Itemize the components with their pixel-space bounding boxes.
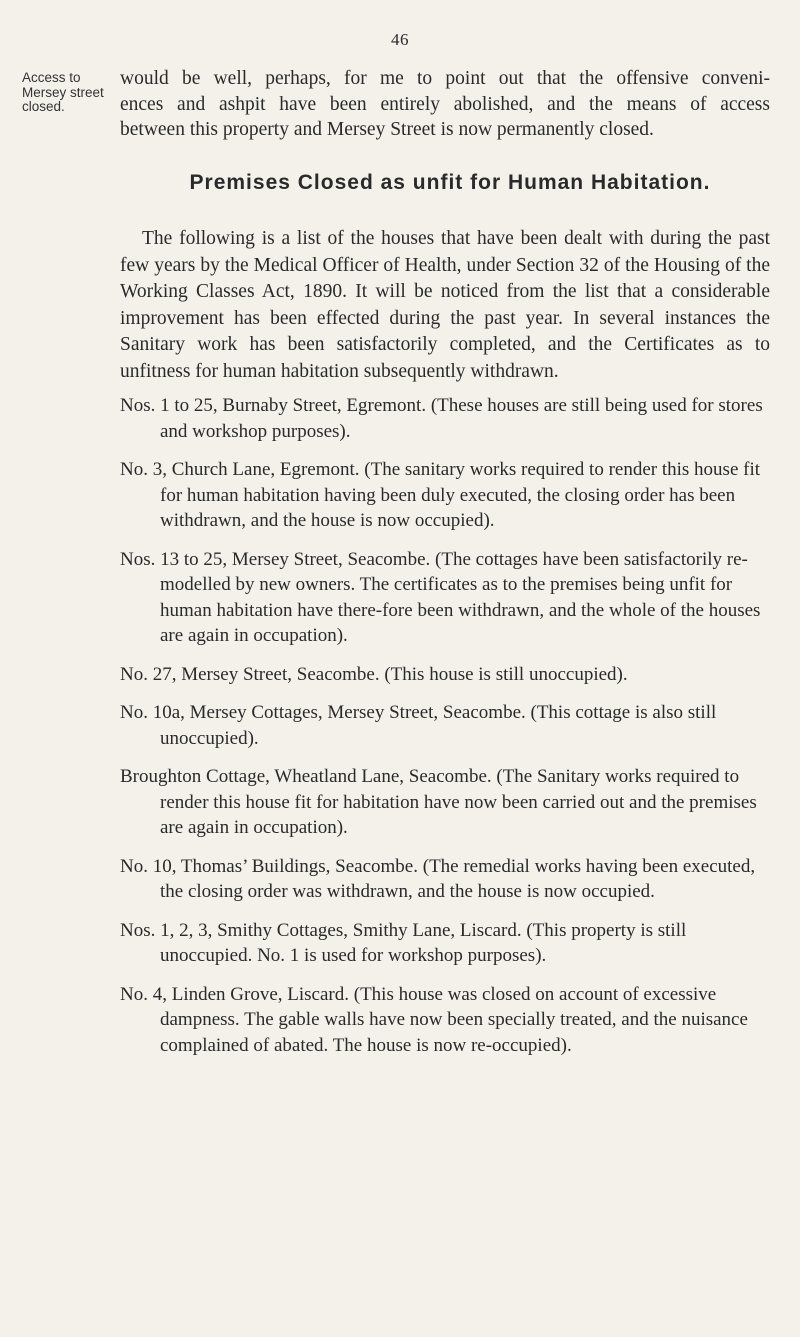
list-item: No. 10a, Mersey Cottages, Mersey Street, Seacombe. (This cottage is also still unoccupied). [120, 702, 717, 749]
list-item: No. 27, Mersey Street, Seacombe. (This house is still unoccupied). [120, 663, 628, 685]
list-item: No. 10, Thomas’ Buildings, Seacombe. (The remedial works having been executed, the closing order was withdrawn, and the house is now occupied. [120, 855, 756, 902]
body-paragraph: The following is a list of the houses that have been dealt with during the past few years by the Medical Officer of Health, under Section 32 of the Housing of the Working Classes Act, 1890. It will be noticed from the list that a considerable improvement has been effected during the past year. In several instances the Sanitary work has been satisfactorily completed, and the Certificates as to unfitness for human habitation subsequently withdrawn. [120, 228, 770, 382]
intro-paragraph [120, 66, 770, 143]
section-heading: Premises Closed as unfit for Human Habitation. [189, 171, 711, 194]
list-item: Broughton Cottage, Wheatland Lane, Seacombe. (The Sanitary works required to render this house fit for habitation have now been carried out and the premises are again in occupation). [120, 766, 757, 838]
margin-note: Access to Mersey street closed. [22, 70, 104, 114]
page-number: 46 [391, 30, 409, 49]
list-item: No. 3, Church Lane, Egremont. (The sanitary works required to render this house fit for human habitation having been duly executed, the closing order has been withdrawn, and the house is now occupied). [120, 459, 761, 531]
list-item: No. 4, Linden Grove, Liscard. (This house was closed on account of excessive dampness. The gable walls have now been specially treated, and the nuisance complained of abated. The house is now re-occupied). [120, 983, 748, 1056]
list-item: Nos. 1, 2, 3, Smithy Cottages, Smithy Lane, Liscard. (This property is still unoccupied. No. 1 is used for workshop purposes). [120, 919, 687, 966]
premises-list [120, 393, 775, 1071]
list-item: Nos. 1 to 25, Burnaby Street, Egremont. (These houses are still being used for stores and workshop purposes). [120, 395, 763, 442]
intro-line: between this property and Mersey Street is now permanently closed. [120, 119, 654, 140]
list-item: Nos. 13 to 25, Mersey Street, Seacombe. (The cottages have been satisfactorily re-modelled by new owners. The certificates as to the premises being unfit for human habitation have there-fore been withdrawn, and the whole of the houses are again in occupation). [120, 548, 761, 646]
intro-line: would be well, perhaps, for me to point out that the offensive conveni- [120, 68, 770, 89]
intro-line: ences and ashpit have been entirely abolished, and the means of access [120, 93, 770, 115]
